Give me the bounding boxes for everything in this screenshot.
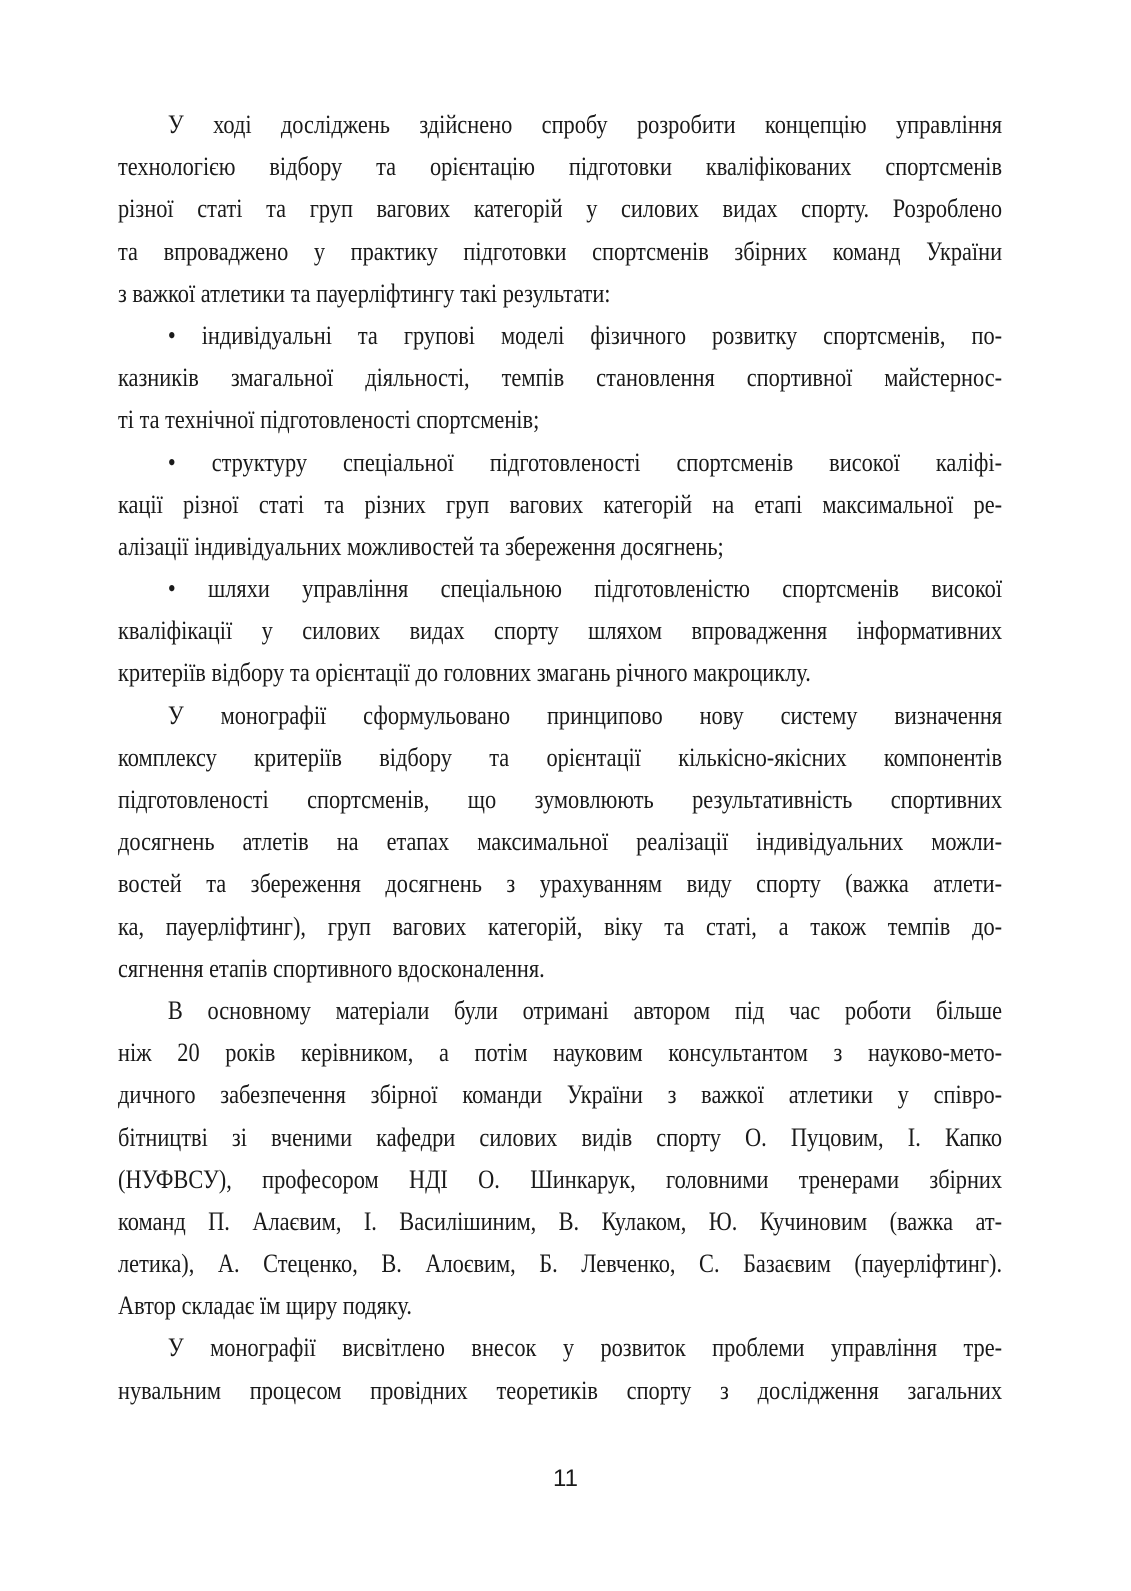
text-line: казників змагальної діяльності, темпів становлення спортивної майстернос- [118,363,1003,393]
text-line: досягнень атлетів на етапах максимальної реалізації індивідуальних можли- [118,827,1003,857]
bullet-item-models [118,315,1002,442]
text-line: технологією відбору та орієнтацію підготовки кваліфікованих спортсменів [118,152,1003,182]
text-line: нувальним процесом провідних теоретиків спорту з дослідження загальних [118,1375,1003,1405]
paragraph-contribution [118,1327,1002,1411]
page-number: 11 [553,1465,578,1492]
bullet-text: структуру спеціальної підготовленості спортсменів високої каліфі- [211,447,1003,477]
text-line: алізації індивідуальних можливостей та збереження досягнень; [118,531,724,561]
text-line: Автор складає їм щиру подяку. [118,1291,412,1321]
text-line: команд П. Алаєвим, І. Василішиним, В. Кулаком, Ю. Кучиновим (важка ат- [118,1206,1003,1236]
text-line: підготовленості спортсменів, що зумовлюють результативність спортивних [118,785,1003,814]
bullet-item-structure [118,442,1002,569]
text-line [118,568,1002,610]
text-line: летика), А. Стеценко, В. Алоєвим, Б. Левченко, С. Базаєвим (пауерліфтинг). [118,1249,1003,1279]
text-line: кваліфікації у силових видах спорту шляхом впровадження інформативних [118,616,1003,646]
bullet-text: шляхи управління спеціальною підготовленістю спортсменів високої [208,574,1003,604]
text-line: У монографії висвітлено внесок у розвиток проблеми управління тре- [167,1333,1003,1363]
bullet-item-ways [118,568,1002,695]
text-line: У монографії сформульовано принципово нову систему визначення [167,700,1003,730]
text-line: бітництві зі вченими кафедри силових видів спорту О. Пуцовим, І. Капко [118,1122,1003,1152]
text-line [118,442,1002,484]
text-line: востей та збереження досягнень з урахуванням виду спорту (важка атлети- [118,869,1003,899]
text-line: сягнення етапів спортивного вдосконалення. [118,953,545,983]
text-line: дичного забезпечення збірної команди України з важкої атлетики у співро- [118,1080,1003,1110]
paragraph-acknowledgements [118,990,1002,1328]
paragraph-intro [118,104,1002,315]
text-line: та впроваджено у практику підготовки спортсменів збірних команд України [118,236,1003,266]
text-line: (НУФВСУ), професором НДІ О. Шинкарук, головними тренерами збірних [118,1164,1003,1194]
text-line [118,315,1002,357]
text-line: ніж 20 років керівником, а потім науковим консультантом з науково-мето- [118,1038,1003,1068]
text-line: різної статі та груп вагових категорій у силових видах спорту. Розроблено [118,194,1003,224]
text-line: ті та технічної підготовленості спортсменів; [118,405,540,435]
text-line: з важкої атлетики та пауерліфтингу такі результати: [118,278,611,308]
text-line: комплексу критеріїв відбору та орієнтації кількісно-якісних компонентів [118,742,1003,772]
paragraph-system [118,695,1002,990]
text-line: критеріїв відбору та орієнтації до головних змагань річного макроциклу. [118,658,811,688]
text-line: ка, пауерліфтинг), груп вагових категорій, віку та статі, а також темпів до- [118,911,1003,941]
text-line: В основному матеріали були отримані автором під час роботи більше [167,995,1003,1025]
text-line: У ході досліджень здійснено спробу розробити концепцію управління [167,110,1003,139]
bullet-text: індивідуальні та групові моделі фізичного розвитку спортсменів, по- [201,320,1003,350]
page-body [118,104,1002,1412]
text-line: кації різної статі та різних груп вагових категорій на етапі максимальної ре- [118,489,1003,519]
